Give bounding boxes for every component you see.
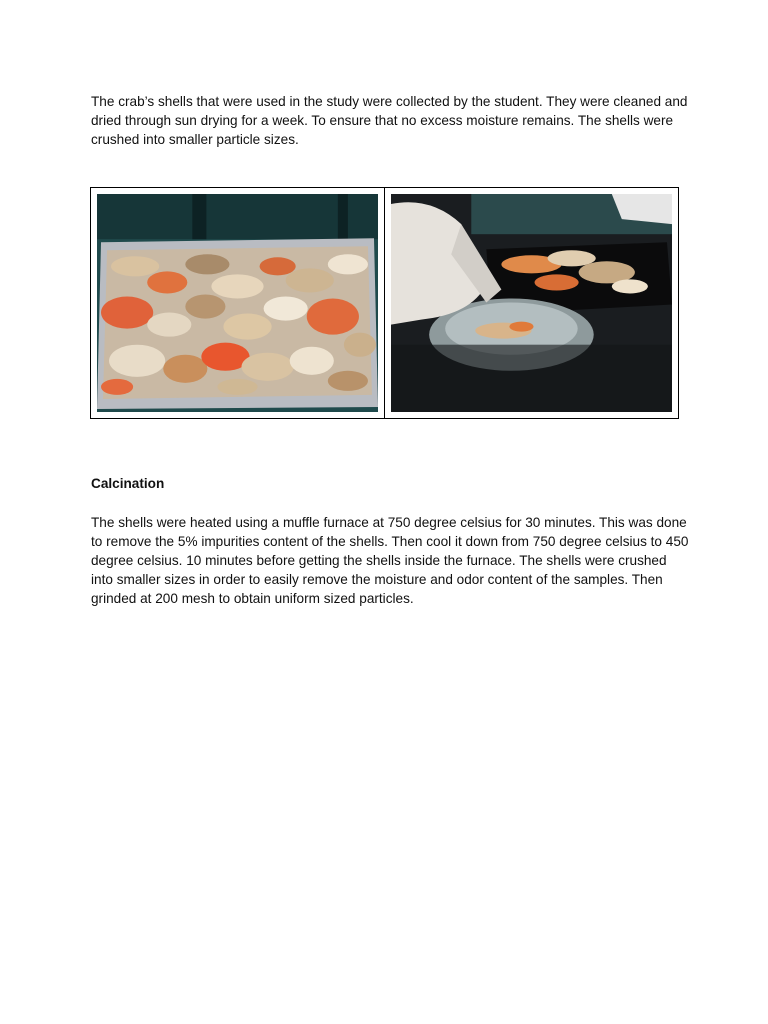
calcination-heading: Calcination (91, 476, 165, 491)
crab-shells-tray-photo (97, 194, 378, 412)
photo-cell-right (385, 188, 678, 418)
calcination-paragraph: The shells were heated using a muffle furnace at 750 degree celsius for 30 minutes. This was done to remove the 5% impurities content of the shells. Then cool it down from 750 degree celsius to 450 degree celsius. 10 minutes before getting the shells inside the furnace. The shells were crushed into smaller sizes in order to easily remove the moisture and odor content of the samples. Then grinded at 200 mesh to obtain uniform sized particles. (91, 515, 689, 606)
photo-table (90, 187, 679, 419)
photo-cell-left (91, 188, 385, 418)
intro-paragraph: The crab’s shells that were used in the study were collected by the student. They were cleaned and dried through sun drying for a week. To ensure that no excess moisture remains. The shells were crushed into smaller particle sizes. (91, 94, 688, 147)
crushing-shells-photo (391, 194, 672, 412)
